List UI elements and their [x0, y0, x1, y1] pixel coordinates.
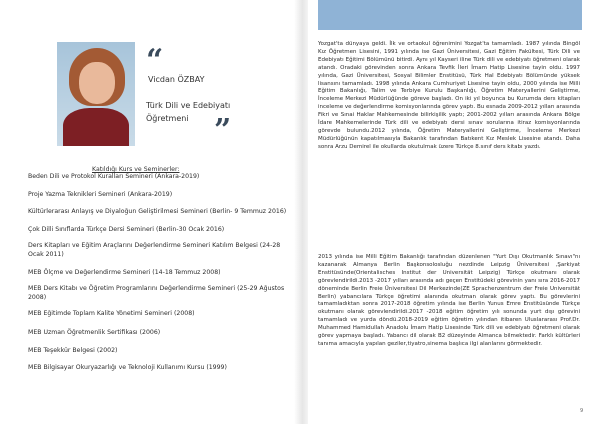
course-item: MEB Uzman Öğretmenlik Sertifikası (2006) [28, 328, 161, 336]
course-item: MEB Ders Kitabı ve Öğretim Programlarını Değerlendirme Semineri (25-29 Ağustos 2008) [28, 285, 285, 301]
page-gutter [294, 0, 308, 424]
teacher-subject: Türk Dili ve Edebiyatı Öğretmeni [146, 101, 231, 123]
header-band [318, 0, 582, 30]
teacher-name: Vicdan ÖZBAY [148, 75, 205, 84]
course-item: Ders Kitapları ve Eğitim Araçlarını Değerlendirme Semineri Katılım Belgesi (24-28 Ocak 2011) [28, 242, 281, 258]
profile-photo [57, 42, 135, 146]
close-quote-icon: ” [214, 113, 232, 148]
page-number: 9 [580, 408, 584, 414]
course-item: Proje Yazma Teknikleri Semineri (Ankara-2019) [28, 190, 173, 198]
bio-paragraph: 2013 yılında ise Milli Eğitim Bakanlığı tarafından düzenlenen "Yurt Dışı Okutmanlık Sınavı"nı kazanarak Almanya Berlin Başkonsolosluğu nezdinde Leipzig Üniversitesi ,Şarkiyat Enstitüsünde(Orientalisches Institut der Universität Leipzig) Türkçe okutmanı olarak görevlendirildi.2013 -2017 yılları arasında adı geçen Enstitüdeki görevinin yanı sıra 2016-2017 döneminde Berlin Freie Üniversitesi Dil Merkezinde(ZE Sprachenzentrum der Freie Universität Berlin) yabancılara Türkçe öğretimi alanında okutman olarak görev yaptı. Bu görevlerini tamamladıktan sonra 2017-2018 öğretim yılında ise Berlin Yunus Emre Enstitüsünde Türkçe okutmanı olarak görevlendirildi.2017 -2018 eğitim öğretim yılı sonunda yurt dışı görevini tamamladı ve yurda döndü.2018-2019 eğitim öğretim yılından itibaren Uluslararası Prof.Dr. Muhammed Hamidullah Anadolu İmam Hatip Lisesinde Türk dili ve edebiyatı öğretmeni olarak görev yapmaya başladı. Yabancı dil olarak B2 düzeyinde Almanca bilmektedir. Farklı kültürleri tanıma amacıyla yapılan geziler,tiyatro,sinema başlıca ilgi alanlarını görmektedir. [318, 254, 580, 347]
course-item: MEB Bilgisayar Okuryazarlığı ve Teknoloji Kullanımı Kursu (1999) [28, 364, 227, 372]
bio-paragraph: Yozgat'ta dünyaya geldi. İlk ve ortaokul öğrenimini Yozgat'ta tamamladı. 1987 yılında Bingöl Kız Öğretmen Lisesini, 1991 yılında ise Gazi Üniversitesi, Gazi Eğitim Fakültesi, Türk Dili ve Edebiyatı Eğitimi Bölümünü bitirdi. Aynı yıl Kayseri iline Türk dili ve edebiyatı öğretmeni olarak atandı. Oradaki görevinden sonra Ankara Tevfik İleri İmam Hatip Lisesine tayin oldu. 1997 yılında, Gazi Üniversitesi, Sosyal Bilimler Enstitüsü, Türk Hal Edebiyatı Bölümünde yüksek lisansını tamamladı. 1998 yılında Ankara Cumhuriyet Lisesine tayin oldu, 2000 yılında ise Milli Eğitim Bakanlığı, Talim ve Terbiye Kurulu Başkanlığı, Öğretim Materyallerini Geliştirme, İnceleme Merkezi Müdürlüğünde göreve başladı. On iki yıl boyunca bu Kurumda ders kitapları inceleme ve değerlendirme komisyonlarında görev yaptı. Bu esnada 2009-2012 yılları arasında Fikri ve Sınai Haklar Mahkemesinde bilirkişilik yaptı; 2001-2002 yılları arasında Ankara Bölge İdare Mahkemelerinde Türk dili ve edebiyatı dersi sınav sorularına itiraz komisyonlarında görevde bulundu.2012 yılında, Öğretim Materyallerini Geliştirme, İnceleme Merkezi Müdürlüğünün kapatılmasıyla Bakanlık tarafından Batıkent Kız Meslek Lisesine atandı. Daha sonra Arzu Demirel ile okullarda okutulmak üzere Türkçe 8.sınıf ders kitabı yazdı. [318, 41, 580, 150]
courses-list [28, 173, 294, 373]
course-item: MEB Eğitimde Toplam Kalite Yönetimi Semineri (2008) [28, 310, 195, 318]
course-item: Kültürlerarası Anlayış ve Diyaloğun Geliştirilmesi Semineri (Berlin- 9 Temmuz 2016) [28, 208, 287, 216]
course-item: Çok Dilli Sınıflarda Türkçe Dersi Semineri (Berlin-30 Ocak 2016) [28, 225, 225, 233]
course-item: MEB Ölçme ve Değerlendirme Semineri (14-18 Temmuz 2008) [28, 268, 221, 276]
course-item: Beden Dili ve Protokol Kuralları Semineri (Ankara-2019) [28, 173, 200, 180]
course-item: MEB Teşekkür Belgesi (2002) [28, 346, 118, 354]
open-quote-icon: “ [146, 43, 164, 78]
courses-title: Katıldığı Kurs ve Seminerler: [92, 166, 180, 173]
